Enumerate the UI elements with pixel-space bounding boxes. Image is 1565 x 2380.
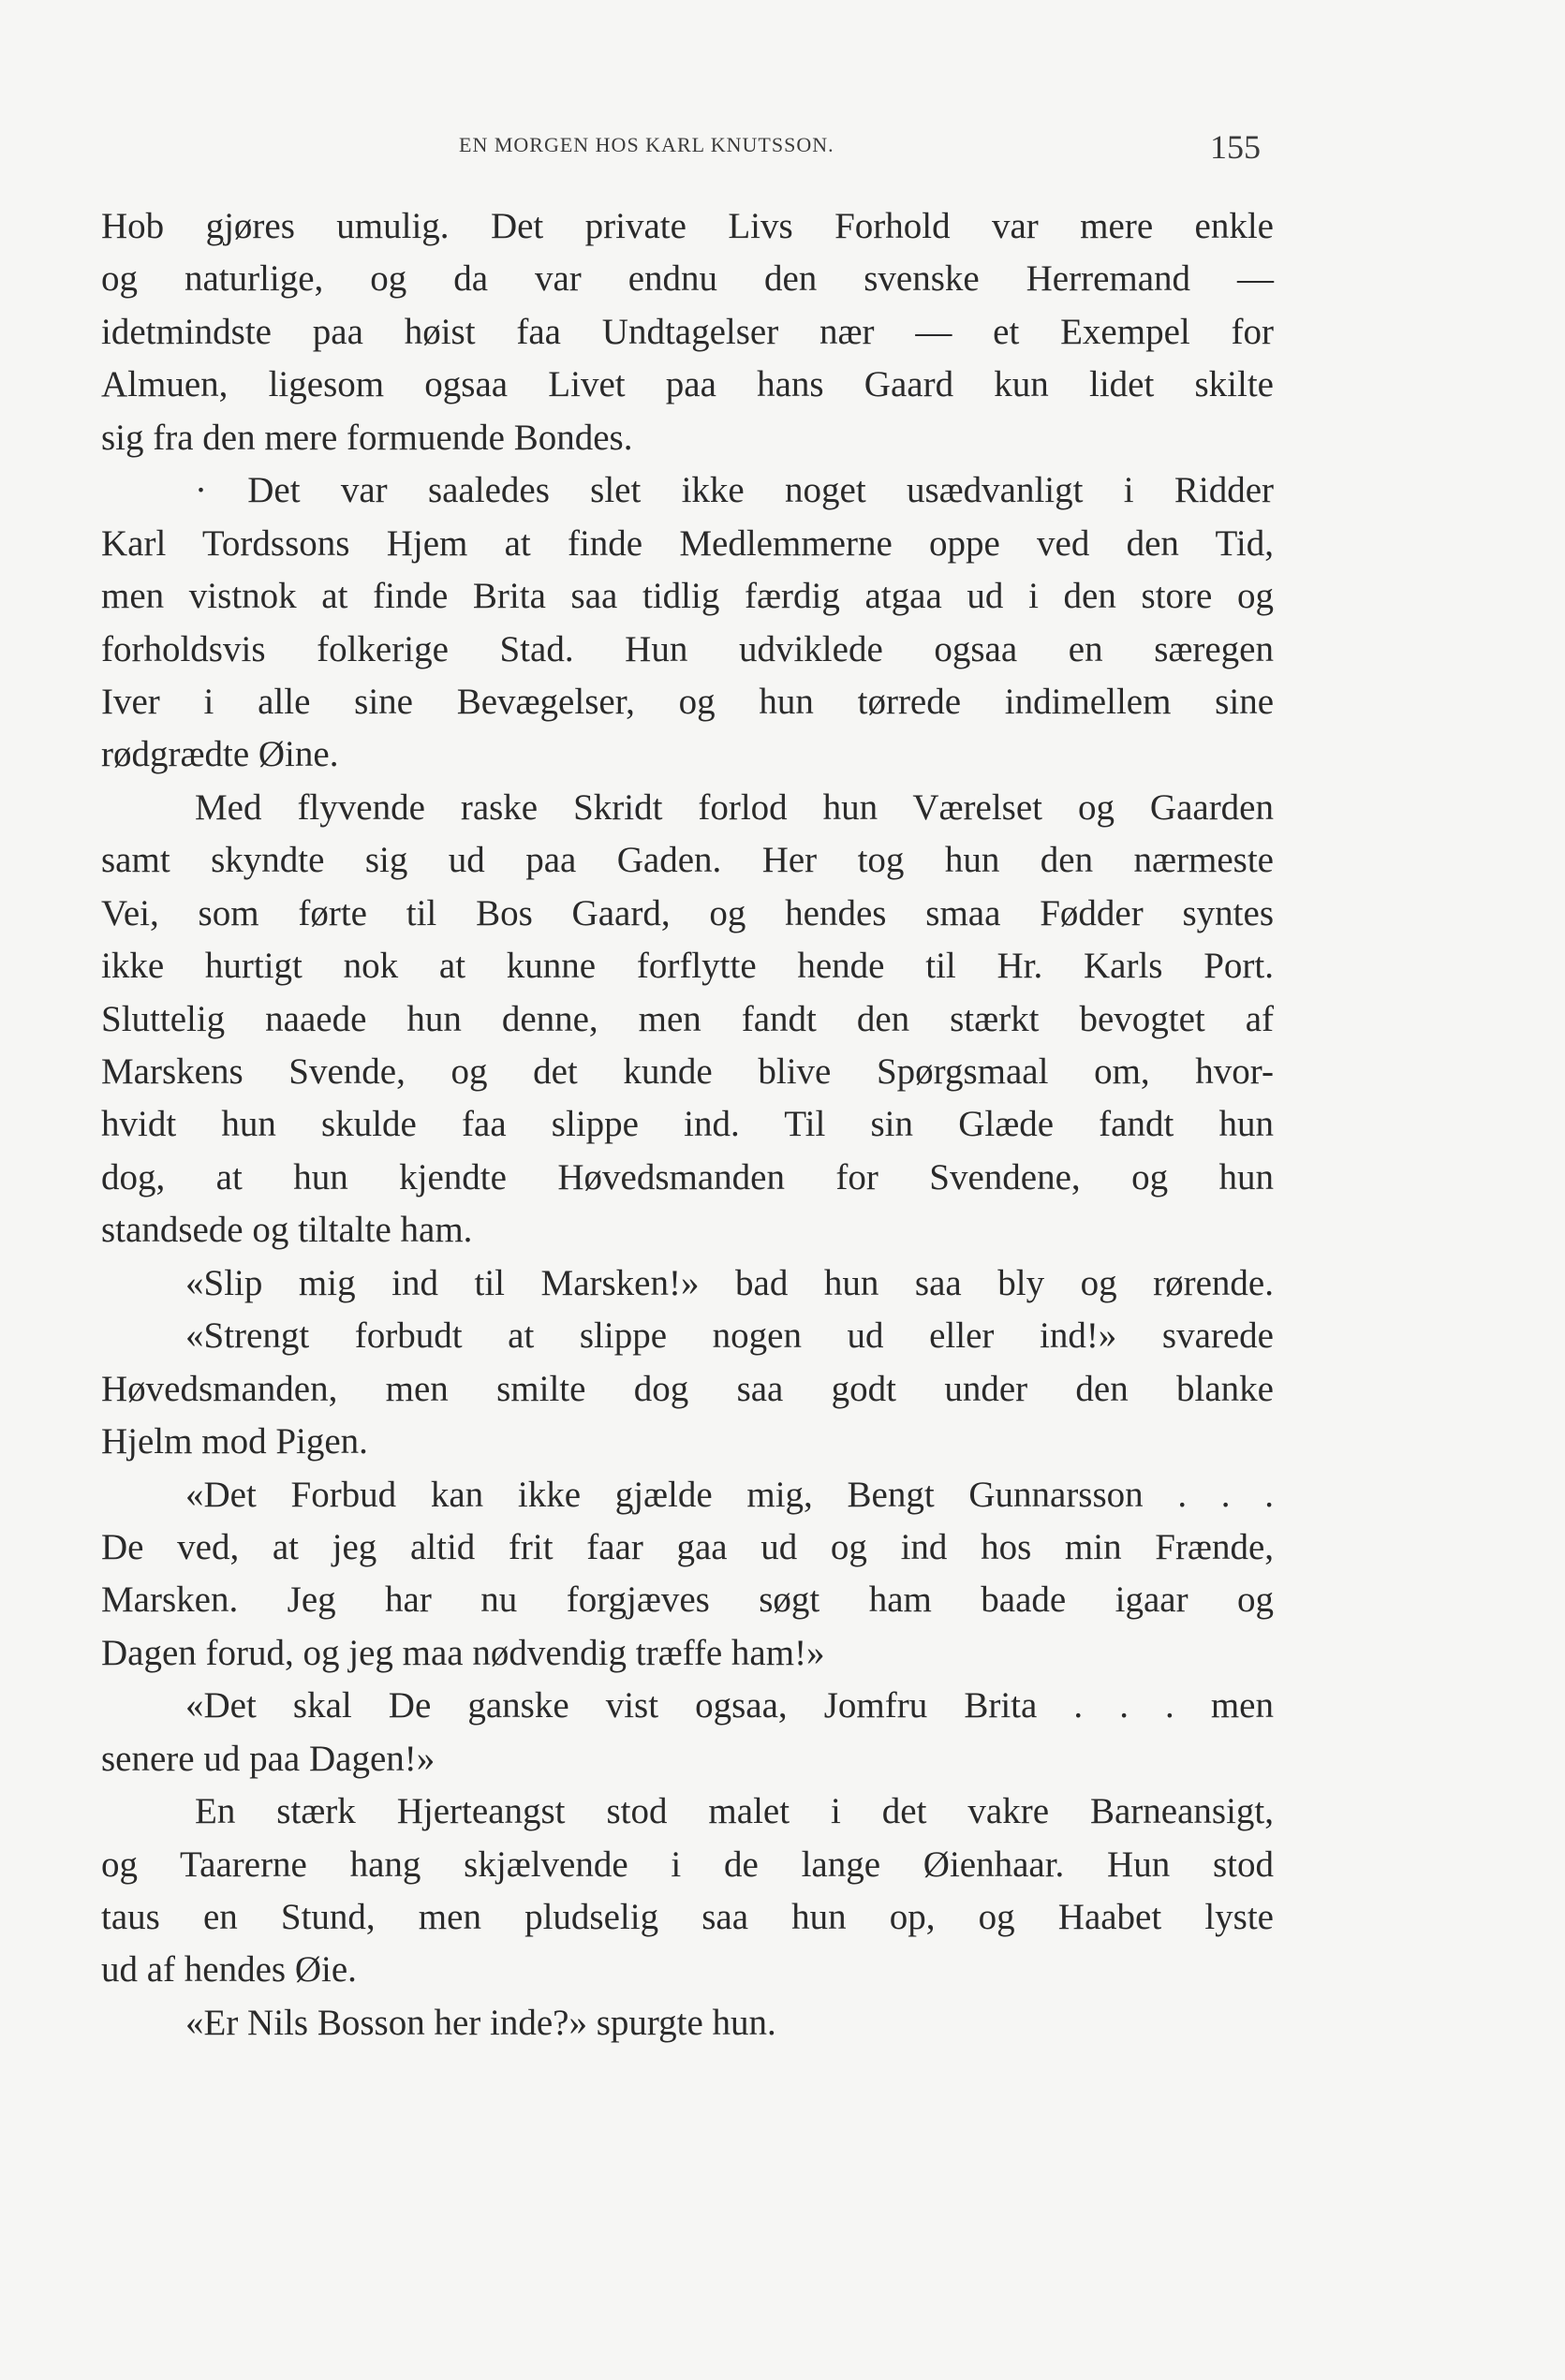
text-line: men vistnok at finde Brita saa tidlig færdig atgaa ud i den store og [101, 576, 1274, 617]
text-line: ikke hurtigt nok at kunne forflytte hende til Hr. Karls Port. [101, 946, 1274, 987]
text-line: · Det var saaledes slet ikke noget usædvanligt i Ridder [195, 470, 1274, 511]
page-number: 155 [1210, 128, 1261, 166]
text-line: «Strengt forbudt at slippe nogen ud eller ind!» svarede [185, 1315, 1274, 1357]
text-line: og naturlige, og da var endnu den svenske Herremand — [101, 258, 1274, 300]
text-line: dog, at hun kjendte Høvedsmanden for Svendene, og hun [101, 1156, 1274, 1197]
text-line: idetmindste paa høist faa Undtagelser nær — et Exempel for [101, 311, 1274, 352]
text-line: Med flyvende raske Skridt forlod hun Værelset og Gaarden [195, 786, 1274, 828]
text-line: sig fra den mere formuende Bondes. [101, 417, 633, 458]
text-line: standsede og tiltalte ham. [101, 1210, 473, 1251]
text-line: «Det skal De ganske vist ogsaa, Jomfru Brita . . . men [185, 1685, 1274, 1726]
text-line: senere ud paa Dagen!» [101, 1738, 436, 1779]
text-line: «Er Nils Bosson her inde?» spurgte hun. [185, 2002, 776, 2043]
text-line: En stærk Hjerteangst stod malet i det vakre Barneansigt, [195, 1791, 1274, 1832]
text-line: forholdsvis folkerige Stad. Hun udviklede ogsaa en særegen [101, 628, 1274, 669]
text-line: De ved, at jeg altid frit faar gaa ud og ind hos min Frænde, [101, 1526, 1274, 1567]
text-line: og Taarerne hang skjælvende i de lange Øienhaar. Hun stod [101, 1844, 1274, 1885]
text-line: «Slip mig ind til Marsken!» bad hun saa bly og rørende. [185, 1262, 1274, 1303]
text-line: Karl Tordssons Hjem at finde Medlemmerne oppe ved den Tid, [101, 522, 1274, 564]
text-line: Marsken. Jeg har nu forgjæves søgt ham baade igaar og [101, 1579, 1274, 1621]
text-line: taus en Stund, men pludselig saa hun op, og Haabet lyste [101, 1897, 1274, 1937]
text-line: samt skyndte sig ud paa Gaden. Her tog hun den nærmeste [101, 840, 1274, 881]
text-line: hvidt hun skulde faa slippe ind. Til sin Glæde fandt hun [101, 1104, 1274, 1145]
text-line: Iver i alle sine Bevægelser, og hun tørrede indimellem sine [101, 681, 1274, 722]
text-line: ud af hendes Øie. [101, 1949, 357, 1991]
body-text [101, 200, 1274, 2049]
text-line: Høvedsmanden, men smilte dog saa godt under den blanke [101, 1368, 1274, 1409]
text-line: Vei, som førte til Bos Gaard, og hendes smaa Fødder syntes [101, 892, 1274, 933]
text-line: «Det Forbud kan ikke gjælde mig, Bengt Gunnarsson . . . [185, 1474, 1274, 1515]
text-line: Hob gjøres umulig. Det private Livs Forhold var mere enkle [101, 206, 1274, 246]
text-line: Almuen, ligesom ogsaa Livet paa hans Gaard kun lidet skilte [101, 364, 1274, 405]
text-line: Hjelm mod Pigen. [101, 1421, 368, 1462]
text-line: rødgrædte Øine. [101, 734, 339, 775]
running-head: EN MORGEN HOS KARL KNUTSSON. [459, 133, 834, 156]
text-line: Marskens Svende, og det kunde blive Spørgsmaal om, hvor- [101, 1051, 1274, 1092]
text-line: Dagen forud, og jeg maa nødvendig træffe ham!» [101, 1632, 825, 1673]
text-line: Sluttelig naaede hun denne, men fandt den stærkt bevogtet af [101, 998, 1274, 1039]
